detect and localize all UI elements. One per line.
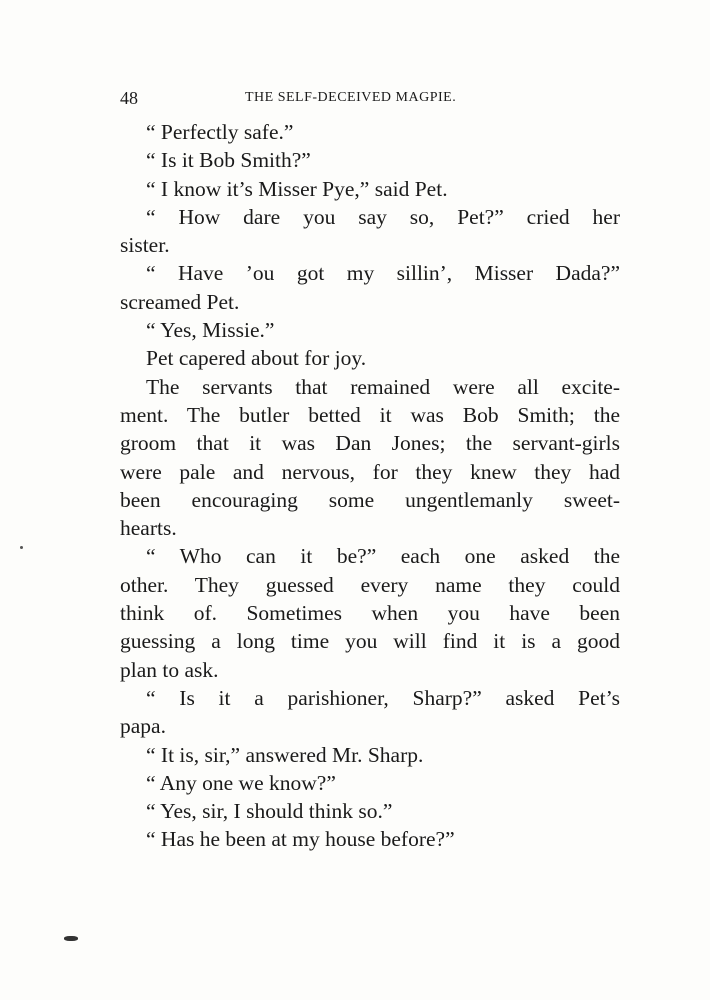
body-text <box>120 118 620 854</box>
text-line: screamed Pet. <box>120 289 240 314</box>
text-line: “ Have ’ou got my sillin’, Misser Dada?” <box>146 261 620 286</box>
text-line: been encouraging some ungentlemanly sweet- <box>120 487 620 512</box>
text-line: “ Is it Bob Smith?” <box>146 148 311 173</box>
text-line: “ Is it a parishioner, Sharp?” asked Pet’s <box>146 685 620 710</box>
text-line: The servants that remained were all excite- <box>146 374 620 399</box>
text-line: sister. <box>120 233 170 258</box>
text-line: “ Yes, sir, I should think so.” <box>146 799 393 824</box>
text-line: “ Yes, Missie.” <box>146 318 275 343</box>
text-line: were pale and nervous, for they knew they had <box>120 459 620 484</box>
text-line: groom that it was Dan Jones; the servant-girls <box>120 431 620 456</box>
text-line: plan to ask. <box>120 657 219 682</box>
text-line: “ Who can it be?” each one asked the <box>146 544 620 569</box>
text-line: “ How dare you say so, Pet?” cried her <box>146 204 620 229</box>
text-line: ment. The butler betted it was Bob Smith; the <box>120 402 620 427</box>
text-line: hearts. <box>120 516 177 541</box>
text-line: “ Perfectly safe.” <box>146 120 294 144</box>
ink-speck <box>64 936 78 941</box>
text-line: guessing a long time you will find it is a good <box>120 629 620 654</box>
running-title: THE SELF-DECEIVED MAGPIE. <box>245 90 457 105</box>
text-line: “ I know it’s Misser Pye,” said Pet. <box>146 176 448 201</box>
text-line: “ Has he been at my house before?” <box>146 827 455 852</box>
text-line: “ Any one we know?” <box>146 770 336 795</box>
text-line: other. They guessed every name they could <box>120 572 620 597</box>
text-line: papa. <box>120 714 166 739</box>
text-line: Pet capered about for joy. <box>146 346 367 371</box>
text-line: think of. Sometimes when you have been <box>120 601 620 626</box>
ink-speck <box>20 546 23 549</box>
page-number: 48 <box>120 88 138 108</box>
text-line: “ It is, sir,” answered Mr. Sharp. <box>146 742 424 767</box>
